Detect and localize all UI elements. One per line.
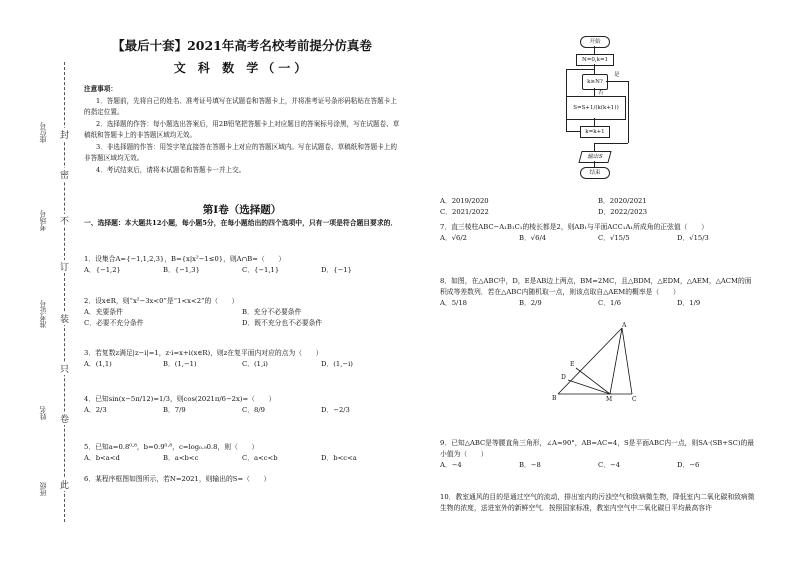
question: [84, 442, 400, 464]
answer-option: B．2/9: [519, 299, 542, 307]
answer-option: A．−4: [440, 461, 462, 469]
question-stem: 7．直三棱柱ABC−A₁B₁C₁的棱长都是2，则AB₁与平面ACC₁A₁所成角的正弦值（ ）: [440, 223, 708, 231]
question: [84, 348, 400, 370]
vertex-label: B: [552, 395, 557, 402]
answer-option: C．−4: [598, 461, 621, 469]
answer-option: A．2/3: [84, 406, 107, 414]
answer-option: C．(1,i): [242, 360, 268, 368]
question-stem: 1．设集合A={−1,1,2,3}，B={x|x²−1≤0}，则A∩B=（ ）: [84, 255, 286, 263]
question: [84, 296, 400, 329]
answer-option: B．a<b<c: [163, 454, 199, 462]
binding-margin-word: 卷: [60, 412, 69, 425]
vertex-label: E: [570, 361, 575, 368]
answer-option: C．√15/5: [598, 234, 630, 242]
candidate-field-label: 姓名: [39, 406, 47, 420]
notice-item: 2．选择题的作答：每小题选出答案后，用2B铅笔把答题卡上对应题目的答案标号涂黑，写在试题卷、草稿纸和答题卡上的非答题区域均无效。: [84, 119, 400, 139]
question-stem: 3．若复数z满足|z−i|=1，z·i=x+i(x∈R)，则z在复平面内对应的点为（ ）: [84, 349, 323, 357]
flow-no-label: 否: [598, 90, 604, 96]
candidate-field-label: 班级: [39, 482, 47, 496]
binding-margin-word: 此: [60, 478, 69, 491]
vertex-label: M: [606, 396, 613, 402]
page-subtitle: 文 科 数 学（一）: [173, 61, 311, 75]
candidate-field-label: 座位号: [39, 122, 47, 143]
triangle-figure: [548, 322, 638, 402]
question: [440, 196, 756, 218]
answer-option: A．5/18: [440, 299, 467, 307]
answer-option: D．−2/3: [321, 406, 350, 414]
answer-option: A．{−1,2}: [84, 266, 121, 274]
answer-option: D．(1,−i): [321, 360, 353, 368]
page-title: 【最后十套】2021年高考名校考前提分仿真卷: [112, 38, 372, 53]
notice-heading: 注意事项：: [84, 85, 117, 93]
question-stem: 6．某程序框图如图所示，若N=2021，则输出的S=（ ）: [84, 475, 271, 483]
flow-yes-label: 是: [614, 72, 620, 78]
notice-block: [84, 84, 400, 176]
question: [440, 276, 756, 309]
flow-end: 结束: [580, 167, 610, 179]
flow-update: S=S+1/(k(k+1)): [566, 96, 626, 120]
flow-start: 开始: [580, 36, 610, 48]
answer-option: D．1/9: [677, 299, 701, 307]
binding-margin-word: 订: [60, 260, 69, 273]
binding-margin-word: 装: [60, 312, 69, 325]
question: [84, 474, 400, 485]
answer-option: B．√6/4: [519, 234, 547, 242]
question-stem: 8．如图，在△ABC中，D，E是AB边上两点，BM=2MC，且△BDM，△EDM，△AEM，△ACM的面积成等差数列．若在△ABC内随机取一点，则该点取自△AEM的概率是（ ）: [440, 277, 752, 296]
answer-option: A．2019/2020: [440, 197, 489, 205]
question-stem: 10．教室通风的目的是通过空气的流动，排出室内的污浊空气和致病微生物，降低室内二氧化碳和致病微生物的浓度，送进室外的新鲜空气．按照国家标准，教室内空气中二氧化碳日平均最高容许: [440, 493, 755, 512]
question-stem: 9．已知△ABC是等腰直角三角形，∠A=90°，AB=AC=4，S是平面ABC内一点，则SA·(SB+SC)的最小值为（ ）: [440, 439, 755, 458]
binding-margin-word: 封: [60, 128, 69, 141]
section-intro: 一、选择题：本大题共12小题，每小题5分，在每小题给出的四个选项中，只有一项是符合题目要求的．: [84, 219, 398, 227]
question: [440, 438, 756, 471]
answer-option: A．充要条件: [84, 308, 123, 316]
answer-option: D．−6: [677, 461, 700, 469]
answer-option: C．2021/2022: [440, 208, 489, 216]
answer-option: C．8/9: [242, 406, 265, 414]
answer-option: D．b<c<a: [321, 454, 357, 462]
notice-item: 1．答题前，先将自己的姓名、准考证号填写在试题卷和答题卡上，并将准考证号条形码粘贴在答题卡上的指定位置。: [84, 96, 397, 116]
binding-margin-word: 密: [60, 168, 69, 181]
answer-option: A．b<a<d: [84, 454, 120, 462]
answer-option: C．必要不充分条件: [84, 319, 144, 327]
vertex-label: A: [622, 322, 627, 329]
answer-option: B．(1,−1): [163, 360, 197, 368]
question: [440, 222, 756, 244]
answer-option: B．7/9: [163, 406, 186, 414]
question: [84, 394, 400, 416]
answer-option: C．{−1,1}: [242, 266, 280, 274]
flow-condition: k≥N?: [582, 74, 608, 90]
answer-option: D．√15/3: [677, 234, 709, 242]
answer-option: A．(1,1): [84, 360, 112, 368]
vertex-label: C: [632, 396, 637, 402]
flow-init: N=0,k=1: [576, 54, 614, 66]
answer-option: D．2022/2023: [598, 208, 648, 216]
binding-margin-word: 不: [60, 214, 69, 227]
answer-option: B．−8: [519, 461, 541, 469]
binding-margin-word: 只: [60, 362, 69, 375]
flow-output: 输出S: [578, 151, 611, 163]
answer-option: C．1/6: [598, 299, 621, 307]
vertex-label: D: [561, 374, 566, 381]
question-stem: 2．设x∈R，则“x²−3x<0”是“1<x<2”的（ ）: [84, 297, 239, 305]
flow-increment: k=k+1: [580, 126, 610, 138]
question: [440, 492, 756, 514]
section-title: 第Ⅰ卷（选择题）: [202, 204, 282, 216]
answer-option: D．{−1}: [321, 266, 352, 274]
candidate-field-label: 准考证号: [39, 300, 47, 328]
candidate-field-label: 考场号: [39, 210, 47, 231]
answer-option: D．既不充分也不必要条件: [242, 319, 323, 327]
question-stem: 4．已知sin(x−5π/12)=1/3，则cos(2021π/6−2x)=（ ）: [84, 395, 276, 403]
answer-option: A．√6/2: [440, 234, 467, 242]
question-stem: 5．已知a=0.8⁰·⁸，b=0.9⁰·⁸，c=log₀.₉0.8，则（ ）: [84, 443, 259, 451]
answer-option: B．充分不必要条件: [242, 308, 302, 316]
answer-option: C．a<c<b: [242, 454, 278, 462]
answer-option: B．{−1,3}: [163, 266, 200, 274]
answer-option: B．2020/2021: [598, 197, 647, 205]
notice-item: 4．考试结束后，请将本试题卷和答题卡一并上交。: [96, 165, 246, 174]
question: [84, 254, 400, 276]
notice-item: 3．非选择题的作答：用签字笔直接答在答题卡上对应的答题区域内。写在试题卷、草稿纸和答题卡上的非答题区域均无效。: [84, 142, 397, 162]
